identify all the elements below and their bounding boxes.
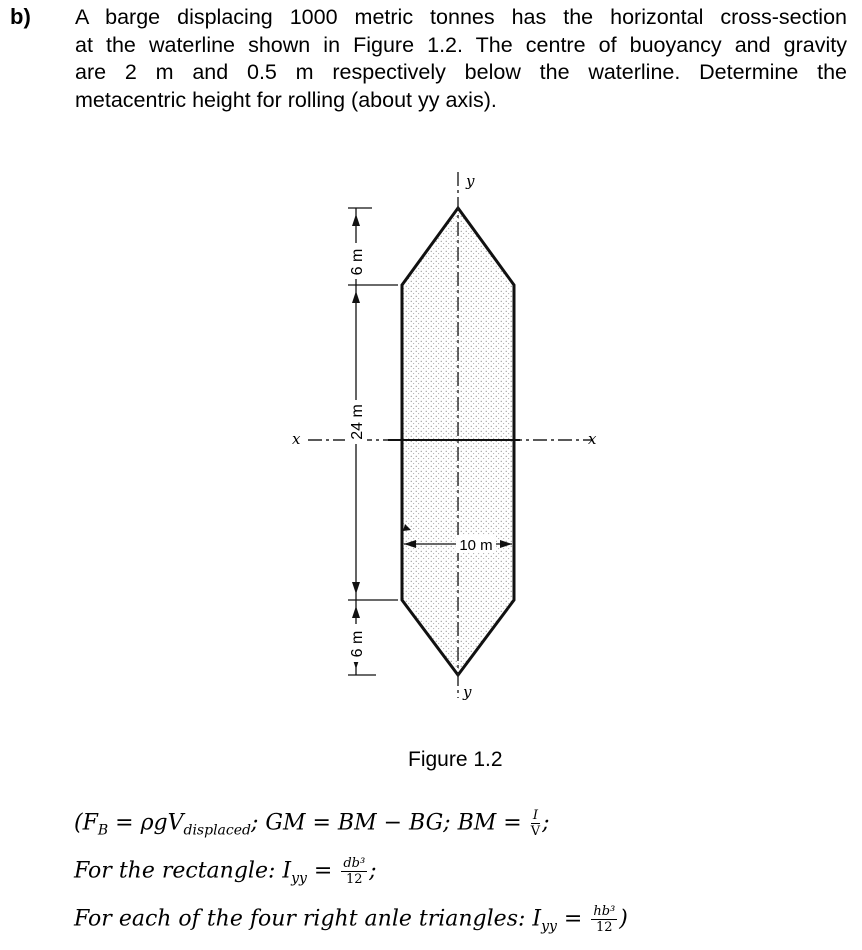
fraction: $\frac{\text{db³}}{12}$ <box>343 856 366 887</box>
question-line: A barge displacing 1000 metric tonnes has the horizontal cross-section <box>75 5 847 29</box>
dim-width-label: 10 m <box>459 537 493 554</box>
formula-line-2: For the rectangle: $I_{yy}$ = $\frac{\text{db³}}{12}$ ; <box>74 856 377 887</box>
dim-top-label: 6 m <box>349 248 366 276</box>
dim-middle-label: 24 m <box>349 404 366 440</box>
dim-bottom-label: 6 m <box>349 630 366 658</box>
figure-caption: Figure 1.2 <box>408 748 503 771</box>
axis-x-right-label: x <box>588 430 597 448</box>
axis-y-top-label: y <box>466 172 475 190</box>
formula-line-1: ($F_B = \rho gV_{displaced}$; GM = BM − BG; BM = $\frac{I}{V}$ ; <box>74 808 550 839</box>
question-line: at the waterline shown in Figure 1.2. The centre of buoyancy and gravity <box>75 32 847 57</box>
axis-x-left-label: x <box>292 430 301 448</box>
formula-line-3: For each of the four right anle triangles: $I_{yy}$ = $\frac{\text{hb³}}{12}$ ) <box>74 904 628 935</box>
question-line: are 2 m and 0.5 m respectively below the waterline. Determine the <box>75 60 847 84</box>
axis-y-bottom-label: y <box>463 683 472 701</box>
fraction: $\frac{\text{hb³}}{12}$ <box>593 904 616 935</box>
question-label: b) <box>10 4 31 29</box>
question-line: metacentric height for rolling (about yy axis). <box>75 87 497 112</box>
fraction: $\frac{I}{V}$ <box>530 808 541 839</box>
